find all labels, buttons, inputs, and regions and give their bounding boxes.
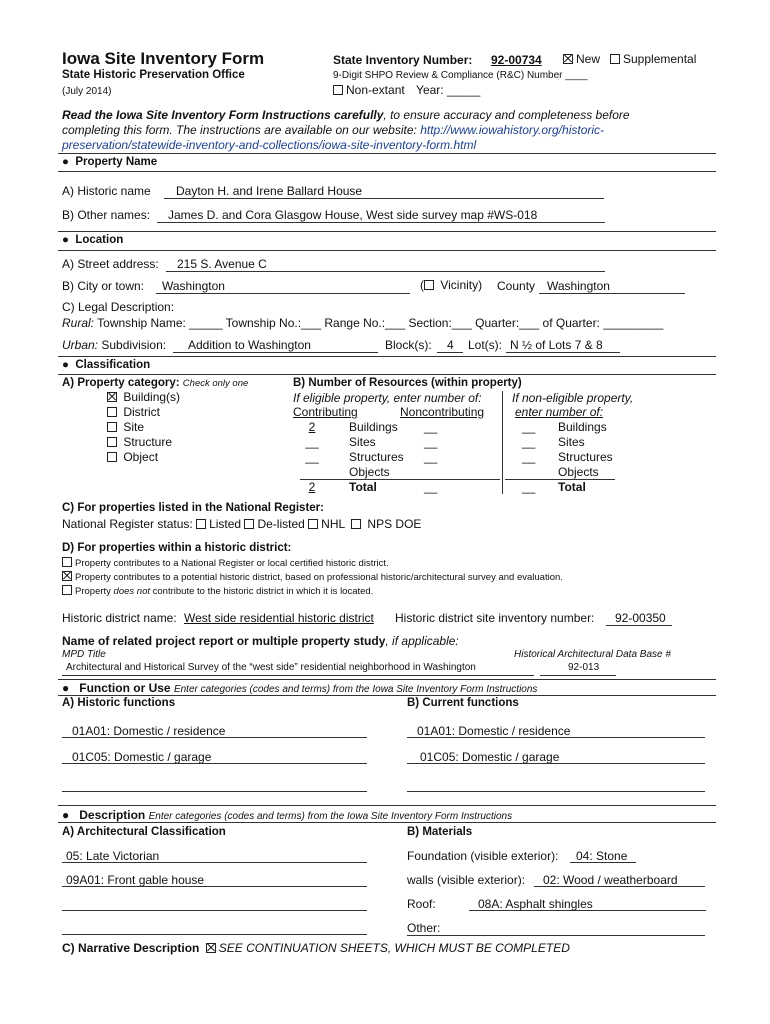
arch-class-2[interactable]: 09A01: Front gable house [66, 873, 205, 887]
other-names-value[interactable]: James D. and Cora Glasgow House, West side survey map #WS-018 [168, 208, 538, 222]
office-name: State Historic Preservation Office [62, 69, 245, 81]
year-field[interactable]: Year: _____ [416, 83, 481, 97]
resource-types: Buildings Sites Structures Objects Total [349, 420, 404, 494]
blocks-value[interactable]: 4 [447, 338, 454, 352]
arch-class-4[interactable] [62, 934, 367, 935]
lots-label: Lot(s): [468, 338, 503, 352]
district-option-2[interactable]: Property contributes to a potential historic district, based on professional historic/architectural survey and evaluation. [62, 571, 563, 583]
district-option-1[interactable]: Property contributes to a National Register or local certified historic district. [62, 557, 389, 569]
form-title: Iowa Site Inventory Form [62, 49, 265, 68]
noneligible-hint-2: enter number of: [515, 405, 604, 419]
database-value[interactable]: 92-013 [568, 662, 600, 673]
nr-nhl[interactable]: NHL [308, 517, 345, 531]
narrative-value: SEE CONTINUATION SHEETS, WHICH MUST BE COMPLETED [218, 941, 570, 955]
contributing-values [305, 420, 319, 495]
supplemental-checkbox[interactable] [610, 54, 620, 64]
related-study-label: Name of related project report or multiple property study, if applicable: [62, 634, 459, 648]
vicinity-checkbox[interactable] [424, 280, 434, 290]
nr-delisted[interactable]: De-listed [244, 517, 304, 531]
instructions-line1: Read the Iowa Site Inventory Form Instructions carefully, to ensure accuracy and completeness before [62, 108, 630, 122]
historic-name-value[interactable]: Dayton H. and Irene Ballard House [176, 184, 363, 198]
noneligible-hint: If non-eligible property, [512, 391, 634, 405]
materials-label: B) Materials [407, 826, 473, 838]
section-location: ● Location [62, 234, 124, 246]
vicinity-option[interactable]: ( Vicinity) [420, 278, 483, 292]
county-label: County [497, 279, 536, 293]
street-value[interactable]: 215 S. Avenue C [177, 257, 267, 271]
contributing-header: Contributing [293, 405, 358, 419]
category-site[interactable]: Site [107, 420, 180, 435]
arch-class-3[interactable] [62, 910, 367, 911]
form-date: (July 2014) [62, 86, 112, 97]
historic-function-2[interactable]: 01C05: Domestic / garage [72, 750, 212, 764]
county-value[interactable]: Washington [547, 279, 610, 293]
category-district[interactable]: District [107, 405, 180, 420]
instructions-line2: completing this form. The instructions are available on our website: http://www.iowahistory.org/historic- [62, 123, 605, 137]
database-label: Historical Architectural Data Base # [514, 649, 671, 660]
other-names-label: B) Other names: [62, 208, 151, 222]
arch-class-1[interactable]: 05: Late Victorian [66, 849, 160, 863]
contributing-objects[interactable] [305, 465, 319, 480]
roof-value[interactable]: 08A: Asphalt shingles [478, 897, 593, 911]
historic-functions-label: A) Historic functions [62, 697, 176, 709]
noncontributing-header: Noncontributing [400, 405, 485, 419]
subdivision-value[interactable]: Addition to Washington [188, 338, 311, 352]
legal-label: C) Legal Description: [62, 300, 175, 314]
historic-function-1[interactable]: 01A01: Domestic / residence [72, 724, 226, 738]
category-list [107, 390, 180, 465]
district-option-3[interactable]: Property does not contribute to the historic district in which it is located. [62, 585, 373, 597]
category-building[interactable]: Building(s) [107, 390, 180, 405]
instructions-line3 [62, 138, 476, 152]
district-name-label: Historic district name: [62, 611, 177, 625]
national-register-status: National Register status: Listed De-listed NHL NPS DOE [62, 517, 422, 531]
resources-label: B) Number of Resources (within property) [293, 377, 522, 389]
noneligible-values: __ __ __ __ [522, 420, 536, 494]
contributing-structures[interactable]: __ [305, 450, 319, 464]
street-label: A) Street address: [62, 257, 159, 271]
urban-line: Urban: Subdivision: [62, 338, 167, 352]
rural-line: Rural: Township Name: _____ Township No.:___ Range No.:___ Section:___ Quarter:___ of Quarter: _________ [62, 316, 664, 330]
mpd-title-label: MPD Title [62, 649, 106, 660]
roof-label: Roof: [407, 897, 436, 911]
noneligible-types: Buildings Sites Structures Objects Total [558, 420, 613, 494]
noncontributing-values: __ __ __ __ [424, 420, 438, 494]
instructions-link-cont[interactable]: preservation/statewide-inventory-and-collections/iowa-site-inventory-form.html [62, 138, 477, 152]
narrative-row [62, 941, 570, 955]
city-value[interactable]: Washington [162, 279, 225, 293]
narrative-label: C) Narrative Description [62, 941, 200, 955]
district-heading: D) For properties within a historic district: [62, 542, 292, 554]
rural-fields[interactable]: Township Name: _____ Township No.:___ Range No.:___ Section:___ Quarter:___ of Quarter: _________ [97, 316, 664, 330]
instructions-lead: Read the Iowa Site Inventory Form Instructions carefully [62, 108, 384, 122]
current-functions-label: B) Current functions [407, 697, 519, 709]
nonextant-option[interactable]: Non-extant Year: _____ [333, 83, 480, 97]
current-function-1[interactable]: 01A01: Domestic / residence [417, 724, 571, 738]
section-function: ● Function or Use Enter categories (codes and terms) from the Iowa Site Inventory Form Instructions [62, 681, 538, 695]
foundation-label: Foundation (visible exterior): [407, 849, 559, 863]
narrative-checkbox[interactable] [206, 943, 216, 953]
nr-listed[interactable]: Listed [196, 517, 241, 531]
arch-class-label: A) Architectural Classification [62, 826, 226, 838]
shpo-number-field[interactable]: 9-Digit SHPO Review & Compliance (R&C) Number ____ [333, 70, 588, 81]
state-inventory-label: State Inventory Number: [333, 53, 473, 67]
nr-nps-doe[interactable]: NPS DOE [351, 517, 421, 531]
supplemental-option[interactable]: Supplemental [610, 52, 696, 66]
contributing-total[interactable]: 2 [308, 480, 316, 494]
divider [58, 679, 716, 680]
nonextant-checkbox[interactable] [333, 85, 343, 95]
instructions-link[interactable]: http://www.iowahistory.org/historic- [420, 123, 605, 137]
current-function-3[interactable] [407, 791, 705, 792]
historic-function-3[interactable] [62, 791, 367, 792]
blocks-label: Block(s): [385, 338, 432, 352]
other-material-field[interactable] [407, 935, 705, 936]
category-object[interactable]: Object [107, 450, 180, 465]
divider [58, 374, 716, 375]
divider [58, 171, 716, 172]
current-function-2[interactable]: 01C05: Domestic / garage [420, 750, 560, 764]
divider [58, 231, 716, 232]
foundation-value[interactable]: 04: Stone [576, 849, 628, 863]
category-structure[interactable]: Structure [107, 435, 180, 450]
contributing-buildings[interactable]: 2 [308, 420, 316, 434]
national-register-heading: C) For properties listed in the National Register: [62, 502, 324, 514]
other-material-label: Other: [407, 921, 441, 935]
lots-value[interactable]: N ½ of Lots 7 & 8 [510, 338, 603, 352]
walls-label: walls (visible exterior): [407, 873, 526, 887]
contributing-sites[interactable]: __ [305, 435, 319, 449]
divider [58, 822, 716, 823]
district-name-value[interactable]: West side residential historic district [184, 611, 374, 625]
district-sitenum-label: Historic district site inventory number: [395, 611, 595, 625]
section-property-name: ● Property Name [62, 156, 158, 168]
historic-name-label: A) Historic name [62, 184, 151, 198]
district-sitenum-value[interactable]: 92-00350 [615, 611, 666, 625]
city-label: B) City or town: [62, 279, 145, 293]
section-classification: ● Classification [62, 359, 151, 371]
divider [58, 356, 716, 357]
new-checkbox[interactable] [563, 54, 573, 64]
state-inventory-number[interactable]: 92-00734 [491, 53, 542, 67]
study-value[interactable]: Architectural and Historical Survey of the “west side” residential neighborhood in Washington [66, 662, 476, 673]
divider [58, 153, 716, 154]
section-description: ● Description Enter categories (codes and terms) from the Iowa Site Inventory Form Instructions [62, 808, 513, 822]
divider [58, 695, 716, 696]
divider [58, 805, 716, 806]
divider [58, 250, 716, 251]
new-option[interactable]: New [563, 52, 600, 66]
eligible-hint: If eligible property, enter number of: [293, 391, 482, 405]
walls-value[interactable]: 02: Wood / weatherboard [543, 873, 678, 887]
property-category-label: A) Property category: Check only one [62, 377, 249, 389]
